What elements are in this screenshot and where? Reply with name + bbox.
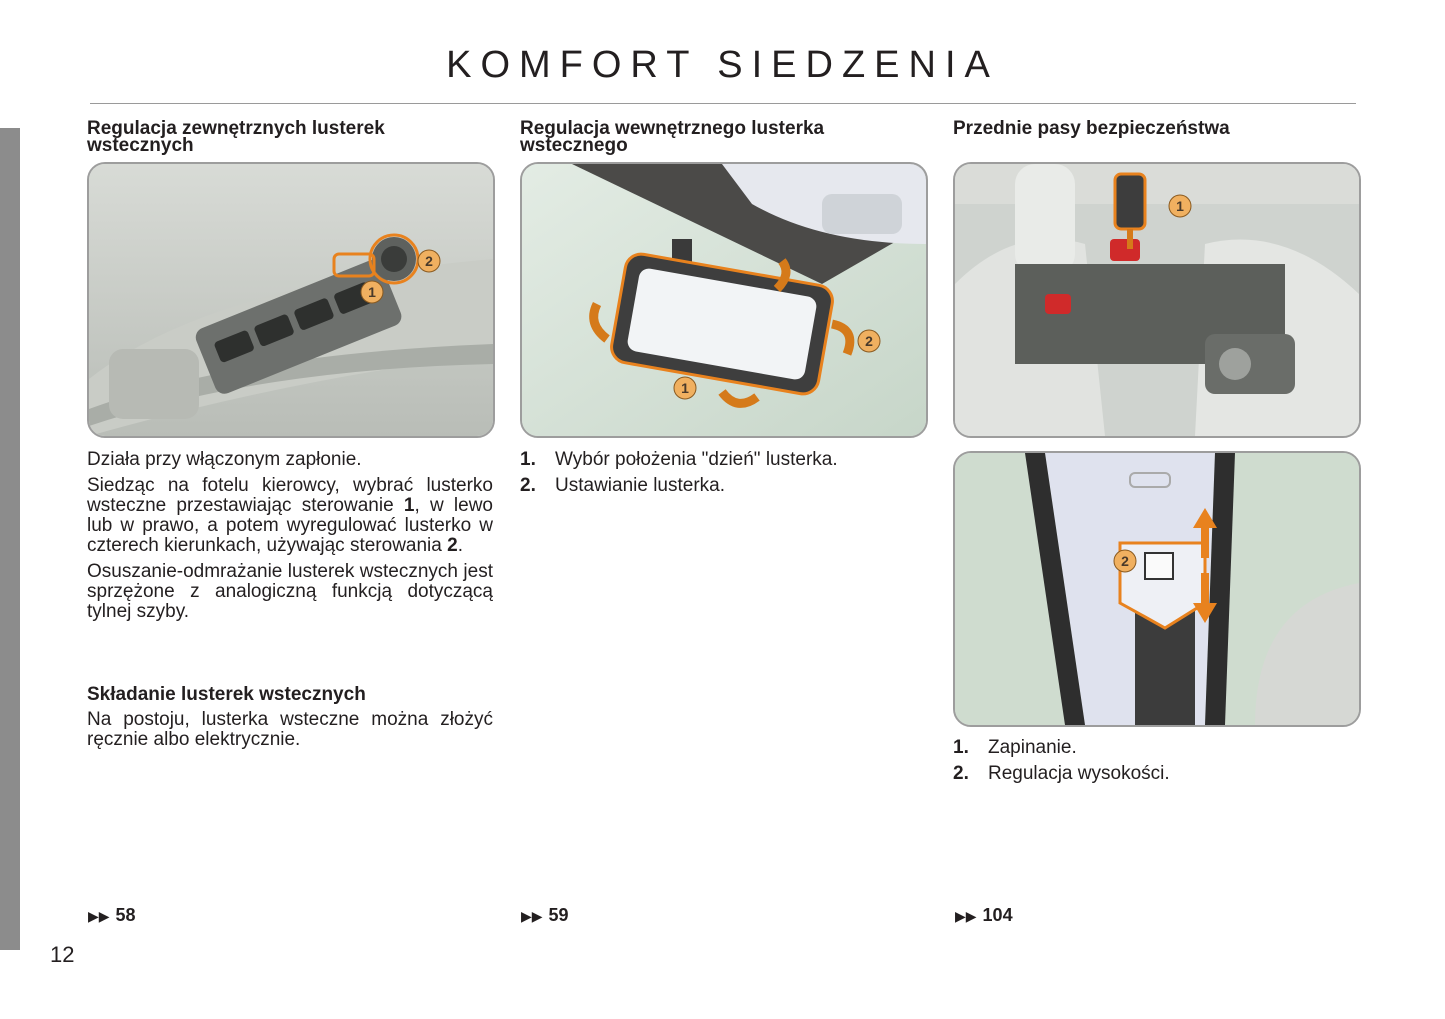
- interior-mirror-figure: [520, 162, 928, 438]
- door-panel-illustration-icon: [89, 164, 493, 436]
- title-rule: [90, 103, 1356, 104]
- list-item: 1. Zapinanie.: [953, 737, 1077, 758]
- reference-link-104[interactable]: ▶▶ 104: [955, 905, 1013, 925]
- seatbelt-buckle-figure: [953, 162, 1361, 438]
- callout-2: 2: [1121, 553, 1129, 569]
- reference-link-58[interactable]: ▶▶ 58: [88, 905, 136, 925]
- callout-1: 1: [681, 380, 689, 396]
- callout-2: 2: [865, 333, 873, 349]
- folding-mirrors-text: Na postoju, lusterka wsteczne można złożyć ręcznie albo elektrycznie.: [87, 709, 493, 750]
- door-panel-mirror-controls-figure: [87, 162, 495, 438]
- next-page-icon: ▶▶: [88, 908, 110, 924]
- next-page-icon: ▶▶: [955, 908, 977, 924]
- column-mirror-interior: [520, 120, 926, 160]
- page-sidebar-bar: [0, 128, 20, 950]
- next-page-icon: ▶▶: [521, 908, 543, 924]
- list-item: 2. Regulacja wysokości.: [953, 763, 1170, 784]
- reference-link-59[interactable]: ▶▶ 59: [521, 905, 569, 925]
- column-mirrors-exterior: [87, 120, 493, 160]
- section-heading-interior-mirror: Regulacja wewnętrznego lusterka wstecznego: [520, 118, 825, 156]
- rearview-mirror-illustration-icon: [522, 164, 926, 436]
- paragraph-adjust: Siedząc na fotelu kierowcy, wybrać lusterko wsteczne przestawiając sterowanie 1, w lewo lub w prawo, a potem wyregulować lusterko w czterech kierunkach, używając sterowania 2.: [87, 475, 493, 556]
- callout-1: 1: [1176, 198, 1184, 214]
- subheading-folding-mirrors: Składanie lusterek wstecznych: [87, 684, 366, 705]
- exterior-mirrors-body: [87, 450, 493, 628]
- section-heading-exterior-mirrors: Regulacja zewnętrznych lusterek wstecznych: [87, 118, 385, 156]
- section-heading-seatbelts: Przednie pasy bezpieczeństwa: [953, 118, 1230, 139]
- seatbelt-height-adjuster-illustration-icon: [955, 453, 1359, 725]
- callout-2: 2: [425, 253, 433, 269]
- paragraph-defrost: Osuszanie-odmrażanie lusterek wstecznych jest sprzężone z analogiczną funkcją dotyczącą tylnej szyby.: [87, 561, 493, 622]
- list-item: 2. Ustawianie lusterka.: [520, 475, 726, 496]
- column-seatbelts: [953, 120, 1359, 160]
- page-number: 12: [50, 942, 75, 967]
- paragraph-ignition: Działa przy włączonym zapłonie.: [87, 449, 362, 470]
- list-item: 1. Wybór położenia "dzień" lusterka.: [520, 449, 838, 470]
- seatbelt-list: [953, 738, 1359, 790]
- callout-1: 1: [368, 284, 376, 300]
- seatbelt-buckle-illustration-icon: [955, 164, 1359, 436]
- page-title: KOMFORT SIEDZENIA: [446, 44, 999, 86]
- interior-mirror-list: [520, 450, 926, 502]
- seatbelt-height-figure: [953, 451, 1361, 727]
